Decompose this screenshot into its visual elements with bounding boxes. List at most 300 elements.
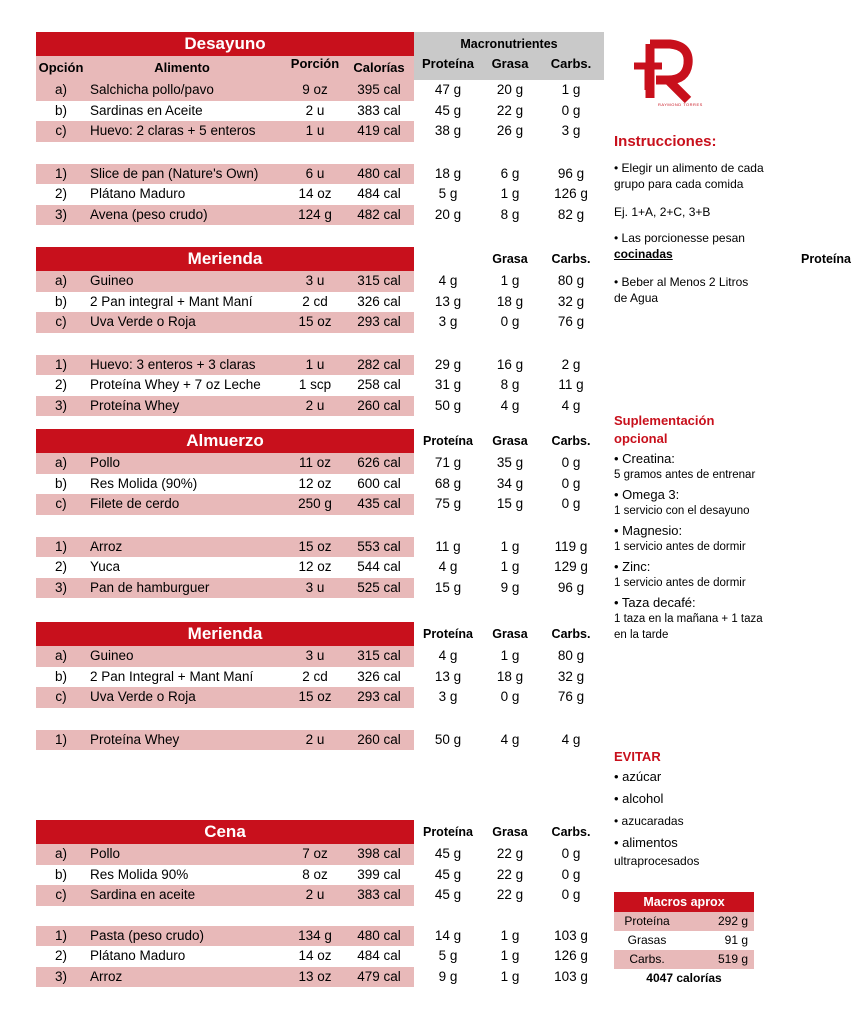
protein-cell: 71 g (434, 455, 462, 470)
option-cell: c) (55, 123, 67, 138)
section-title: Almuerzo (36, 429, 414, 453)
macro-row (614, 950, 754, 969)
calories-cell: 326 cal (357, 293, 401, 309)
option-cell: b) (54, 668, 67, 684)
carbs-cell: 82 g (557, 206, 585, 222)
protein-cell: 45 g (434, 846, 462, 861)
fat-cell: 0 g (500, 314, 520, 329)
portion-cell: 12 oz (298, 559, 332, 574)
calories-cell: 326 cal (357, 668, 401, 684)
food-cell: Slice de pan (Nature's Own) (90, 165, 259, 181)
option-cell: b) (54, 866, 67, 882)
protein-cell: 50 g (434, 397, 462, 413)
col-grasa: Grasa (491, 56, 529, 71)
food-cell: Yuca (90, 559, 121, 574)
protein-cell: 75 g (434, 496, 462, 511)
portion-cell: 3 u (305, 648, 325, 663)
food-cell: Pollo (90, 455, 121, 470)
instrucciones-panel (614, 132, 764, 306)
evitar-item: • azucaradas (614, 814, 684, 828)
portion-cell: 15 oz (298, 538, 332, 554)
evitar-panel (614, 748, 764, 868)
calories-cell: 480 cal (357, 927, 401, 943)
portion-cell: 124 g (298, 206, 332, 222)
evitar-item: • alimentos (614, 835, 678, 850)
option-cell: a) (54, 455, 67, 470)
carbs-cell: 126 g (554, 948, 588, 963)
table-row (36, 687, 604, 708)
instruccion-ejemplo: Ej. 1+A, 2+C, 3+B (614, 205, 711, 219)
portion-cell: 13 oz (298, 968, 332, 984)
fat-cell: 8 g (500, 206, 520, 222)
calories-cell: 398 cal (357, 846, 401, 861)
macro-header (414, 820, 604, 844)
macro-value: 91 g (724, 933, 748, 947)
section-desayuno (36, 32, 604, 225)
protein-cell: 4 g (438, 559, 458, 574)
carbs-cell: 103 g (554, 927, 588, 943)
food-cell: Salchicha pollo/pavo (90, 82, 214, 97)
carbs-cell: 0 g (561, 455, 581, 470)
option-cell: 1) (54, 538, 67, 554)
food-cell: 2 Pan Integral + Mant Maní (90, 668, 254, 684)
portion-cell: 1 u (305, 123, 325, 138)
food-cell: Res Molida (90%) (90, 475, 198, 491)
option-cell: 1) (54, 731, 67, 747)
calories-cell: 553 cal (357, 538, 401, 554)
suplementacion-panel (614, 412, 764, 643)
option-cell: a) (54, 846, 67, 861)
table-row (36, 865, 604, 886)
protein-cell: 31 g (434, 377, 462, 392)
portion-cell: 2 u (305, 397, 325, 413)
protein-cell: 13 g (434, 668, 462, 684)
fat-cell: 22 g (496, 102, 524, 118)
table-row (36, 494, 604, 515)
food-cell: Avena (peso crudo) (90, 206, 208, 222)
calories-cell: 480 cal (357, 165, 401, 181)
carbs-cell: 4 g (561, 731, 581, 747)
col-proteina: Proteína (422, 434, 473, 448)
section-cena (36, 820, 604, 987)
option-cell: c) (55, 314, 67, 329)
fat-cell: 1 g (500, 968, 520, 984)
col-porcion: Porción (290, 56, 340, 71)
protein-cell: 4 g (438, 648, 458, 663)
supplement-item (614, 451, 764, 483)
calories-cell: 399 cal (357, 866, 401, 882)
fat-cell: 6 g (500, 165, 520, 181)
option-cell: c) (55, 496, 67, 511)
col-grasa: Grasa (492, 825, 528, 839)
carbs-cell: 126 g (554, 186, 588, 201)
column-header-row (36, 56, 604, 80)
macro-row (614, 912, 754, 931)
calories-cell: 315 cal (357, 273, 401, 288)
table-row (36, 312, 604, 333)
calories-cell: 260 cal (357, 731, 401, 747)
evitar-item: • azúcar (614, 769, 662, 784)
option-cell: b) (54, 293, 67, 309)
portion-cell: 14 oz (298, 186, 332, 201)
protein-cell: 29 g (434, 356, 462, 372)
protein-cell: 4 g (438, 273, 458, 288)
food-cell: Arroz (90, 968, 123, 984)
fat-cell: 22 g (496, 887, 524, 902)
fat-cell: 1 g (500, 273, 520, 288)
option-cell: a) (54, 273, 67, 288)
fat-cell: 1 g (500, 927, 520, 943)
table-row (36, 646, 604, 667)
portion-cell: 8 oz (302, 866, 328, 882)
calories-cell: 600 cal (357, 475, 401, 491)
protein-cell: 68 g (434, 475, 462, 491)
food-cell: Uva Verde o Roja (90, 689, 196, 704)
portion-cell: 134 g (298, 927, 332, 943)
col-proteina: Proteína (421, 56, 474, 71)
fat-cell: 16 g (496, 356, 524, 372)
food-cell: Sardina en aceite (90, 887, 196, 902)
calories-cell: 258 cal (357, 377, 401, 392)
fat-cell: 4 g (500, 397, 520, 413)
instruccion-2-text: • Las porcionesse pesan (614, 231, 745, 245)
food-cell: Plátano Maduro (90, 948, 186, 963)
fat-cell: 0 g (500, 689, 520, 704)
col-proteina: Proteína (800, 252, 851, 266)
portion-cell: 3 u (305, 579, 325, 595)
table-row (36, 578, 604, 599)
table-row (36, 667, 604, 688)
option-cell: 1) (54, 927, 67, 943)
option-cell: a) (54, 82, 67, 97)
portion-cell: 2 u (305, 102, 325, 118)
col-carbs: Carbs. (551, 252, 591, 266)
food-cell: Pan de hamburguer (90, 579, 210, 595)
protein-cell: 5 g (438, 948, 458, 963)
carbs-cell: 3 g (561, 123, 581, 138)
food-cell: Proteína Whey + 7 oz Leche (90, 377, 261, 392)
table-row (36, 164, 604, 185)
col-carbs: Carbs. (550, 56, 592, 71)
calories-cell: 626 cal (357, 455, 401, 470)
supplement-desc: 1 taza en la mañana + 1 taza en la tarde (614, 613, 763, 641)
portion-cell: 6 u (305, 165, 325, 181)
protein-cell: 20 g (434, 206, 462, 222)
supplement-desc: 1 servicio antes de dormir (614, 577, 746, 589)
portion-cell: 11 oz (298, 455, 332, 470)
protein-cell: 50 g (434, 731, 462, 747)
supplement-name: • Magnesio: (614, 523, 683, 538)
fat-cell: 1 g (500, 186, 520, 201)
table-row (36, 184, 604, 205)
carbs-cell: 0 g (561, 887, 581, 902)
macro-value: 292 g (717, 914, 748, 928)
protein-cell: 11 g (435, 538, 461, 554)
section-header (36, 820, 604, 844)
supplement-item (614, 487, 764, 519)
macro-label: Carbs. (629, 952, 665, 966)
table-row (36, 355, 604, 376)
protein-cell: 13 g (434, 293, 462, 309)
fat-cell: 18 g (496, 293, 524, 309)
carbs-cell: 76 g (557, 314, 585, 329)
table-row (36, 205, 604, 226)
protein-cell: 18 g (434, 165, 462, 181)
carbs-cell: 80 g (557, 273, 585, 288)
option-cell: 2) (54, 186, 67, 201)
table-row (36, 730, 604, 751)
fat-cell: 15 g (496, 496, 524, 511)
col-opcion: Opción (38, 60, 84, 75)
calories-cell: 383 cal (357, 102, 401, 118)
table-row (36, 80, 604, 101)
portion-cell: 15 oz (298, 689, 332, 704)
carbs-cell: 0 g (561, 846, 581, 861)
macronutrientes-label: Macronutrientes (460, 37, 558, 51)
option-cell: 3) (54, 579, 67, 595)
protein-cell: 9 g (438, 968, 458, 984)
suplementacion-title: Suplementación opcional (614, 413, 715, 446)
fat-cell: 1 g (500, 559, 520, 574)
table-row (36, 396, 604, 417)
logo (630, 38, 703, 112)
table-row (36, 844, 604, 865)
protein-cell: 3 g (438, 314, 458, 329)
col-carbs: Carbs. (551, 434, 591, 448)
option-cell: 1) (54, 356, 67, 372)
food-cell: Proteína Whey (90, 731, 180, 747)
section-title: Cena (36, 820, 414, 844)
food-cell: Proteína Whey (90, 397, 180, 413)
table-row (36, 557, 604, 578)
macro-label: Grasas (627, 933, 667, 947)
section-header (36, 429, 604, 453)
protein-cell: 5 g (438, 186, 458, 201)
carbs-cell: 0 g (561, 102, 581, 118)
calories-cell: 544 cal (357, 559, 401, 574)
portion-cell: 2 cd (302, 293, 328, 309)
table-row (36, 121, 604, 142)
food-cell: Huevo: 2 claras + 5 enteros (90, 123, 256, 138)
portion-cell: 2 u (305, 731, 325, 747)
col-grasa: Grasa (492, 627, 528, 641)
food-cell: 2 Pan integral + Mant Maní (90, 293, 253, 309)
fat-cell: 18 g (496, 668, 524, 684)
col-carbs: Carbs. (551, 825, 591, 839)
option-cell: 3) (54, 397, 67, 413)
calories-cell: 383 cal (357, 887, 401, 902)
calories-cell: 260 cal (357, 397, 401, 413)
macro-value: 519 g (717, 952, 748, 966)
food-cell: Pollo (90, 846, 121, 861)
fat-cell: 9 g (500, 579, 520, 595)
fat-cell: 22 g (496, 846, 524, 861)
carbs-cell: 96 g (557, 579, 585, 595)
col-calorias: Calorías (353, 60, 405, 75)
protein-cell: 14 g (434, 927, 462, 943)
fat-cell: 1 g (500, 648, 520, 663)
fat-cell: 22 g (496, 866, 524, 882)
portion-cell: 1 u (305, 356, 325, 372)
fat-cell: 4 g (500, 731, 520, 747)
food-cell: Plátano Maduro (90, 186, 186, 201)
macro-row (614, 931, 754, 950)
supplement-item (614, 559, 764, 591)
food-cell: Huevo: 3 enteros + 3 claras (90, 356, 256, 372)
option-cell: c) (55, 689, 67, 704)
portion-cell: 250 g (298, 496, 332, 511)
carbs-cell: 103 g (554, 968, 588, 984)
calories-cell: 484 cal (357, 186, 401, 201)
option-cell: 1) (54, 165, 67, 181)
carbs-cell: 4 g (561, 397, 581, 413)
portion-cell: 2 u (305, 887, 325, 902)
portion-cell: 9 oz (302, 82, 328, 97)
carbs-cell: 1 g (561, 82, 581, 97)
food-cell: Pasta (peso crudo) (90, 927, 205, 943)
col-proteina: Proteína (422, 627, 473, 641)
supplement-name: • Zinc: (614, 559, 651, 574)
supplement-desc: 1 servicio con el desayuno (614, 505, 750, 517)
instruccion-3: • Beber al Menos 2 Litros de Agua (614, 275, 749, 305)
fat-cell: 35 g (496, 455, 524, 470)
table-row (36, 375, 604, 396)
table-row (36, 474, 604, 495)
calories-cell: 419 cal (357, 123, 401, 138)
portion-cell: 1 scp (298, 377, 332, 392)
carbs-cell: 2 g (561, 356, 581, 372)
section-title: Desayuno (36, 32, 414, 56)
macro-label: Proteína (624, 914, 670, 928)
calories-cell: 315 cal (357, 648, 401, 663)
fat-cell: 20 g (496, 82, 524, 97)
carbs-cell: 80 g (557, 648, 585, 663)
fat-cell: 8 g (500, 377, 520, 392)
fat-cell: 1 g (500, 948, 520, 963)
food-cell: Uva Verde o Roja (90, 314, 196, 329)
supplement-name: • Omega 3: (614, 487, 680, 502)
carbs-cell: 32 g (557, 668, 585, 684)
table-row (36, 967, 604, 988)
instruccion-2-emphasis: cocinadas (614, 247, 673, 261)
calories-cell: 395 cal (357, 82, 401, 97)
calories-cell: 282 cal (357, 356, 401, 372)
calories-cell: 484 cal (357, 948, 401, 963)
protein-cell: 45 g (434, 866, 462, 882)
table-row (36, 292, 604, 313)
carbs-cell: 0 g (561, 475, 581, 491)
protein-cell: 15 g (434, 579, 462, 595)
protein-cell: 3 g (438, 689, 458, 704)
option-cell: c) (55, 887, 67, 902)
instruccion-1: • Elegir un alimento de cada grupo para cada comida (614, 161, 764, 191)
portion-cell: 2 cd (302, 668, 328, 684)
portion-cell: 7 oz (302, 846, 328, 861)
instrucciones-title: Instrucciones: (614, 133, 717, 150)
fat-cell: 34 g (496, 475, 524, 491)
option-cell: 3) (54, 206, 67, 222)
supplement-desc: 5 gramos antes de entrenar (614, 469, 756, 481)
option-cell: b) (54, 102, 67, 118)
option-cell: 2) (54, 377, 67, 392)
carbs-cell: 0 g (561, 866, 581, 882)
food-cell: Arroz (90, 538, 123, 554)
carbs-cell: 76 g (557, 689, 585, 704)
portion-cell: 12 oz (298, 475, 332, 491)
calories-cell: 482 cal (357, 206, 401, 222)
macros-total: 4047 calorías (646, 971, 722, 985)
option-cell: 2) (54, 948, 67, 963)
option-cell: b) (54, 475, 67, 491)
logo-mark-icon (630, 38, 700, 112)
food-cell: Guineo (90, 648, 134, 663)
evitar-title: EVITAR (614, 749, 661, 764)
macro-header (414, 32, 604, 56)
food-cell: Filete de cerdo (90, 496, 180, 511)
supplement-item (614, 523, 764, 555)
calories-cell: 525 cal (357, 579, 401, 595)
supplement-name: • Taza decafé: (614, 595, 696, 610)
instruccion-2 (614, 230, 764, 262)
section-title: Merienda (36, 247, 414, 271)
table-row (36, 101, 604, 122)
section-header (36, 622, 604, 646)
col-proteina: Proteína (422, 825, 473, 839)
carbs-cell: 32 g (557, 293, 585, 309)
food-cell: Guineo (90, 273, 134, 288)
protein-cell: 47 g (434, 82, 462, 97)
food-cell: Sardinas en Aceite (90, 102, 203, 118)
portion-cell: 3 u (305, 273, 325, 288)
fat-cell: 26 g (496, 123, 524, 138)
col-carbs: Carbs. (551, 627, 591, 641)
evitar-item: ultraprocesados (614, 854, 700, 868)
section-merienda-2 (36, 622, 604, 750)
calories-cell: 435 cal (357, 496, 401, 511)
protein-cell: 45 g (434, 102, 462, 118)
col-grasa: Grasa (492, 252, 528, 266)
option-cell: 2) (54, 559, 67, 574)
portion-cell: 14 oz (298, 948, 332, 963)
carbs-cell: 119 g (554, 538, 588, 554)
col-grasa: Grasa (492, 434, 528, 448)
logo-caption: RAYMOND TORRES (658, 102, 703, 107)
table-row (36, 926, 604, 947)
section-header (36, 32, 604, 56)
evitar-item: • alcohol (614, 791, 664, 806)
table-row (36, 453, 604, 474)
carbs-cell: 96 g (557, 165, 585, 181)
table-row (36, 537, 604, 558)
section-almuerzo (36, 429, 604, 598)
carbs-cell: 0 g (561, 496, 581, 511)
option-cell: 3) (54, 968, 67, 984)
calories-cell: 479 cal (357, 968, 401, 984)
carbs-cell: 129 g (554, 559, 588, 574)
macro-header (414, 622, 604, 646)
table-row (36, 946, 604, 967)
food-cell: Res Molida 90% (90, 866, 189, 882)
option-cell: a) (54, 648, 67, 663)
macros-title: Macros aprox (614, 892, 754, 912)
section-title: Merienda (36, 622, 414, 646)
supplement-name: • Creatina: (614, 451, 675, 466)
fat-cell: 1 g (500, 538, 520, 554)
calories-cell: 293 cal (357, 314, 401, 329)
supplement-desc: 1 servicio antes de dormir (614, 541, 746, 553)
supplement-item (614, 595, 764, 643)
table-row (36, 885, 604, 906)
